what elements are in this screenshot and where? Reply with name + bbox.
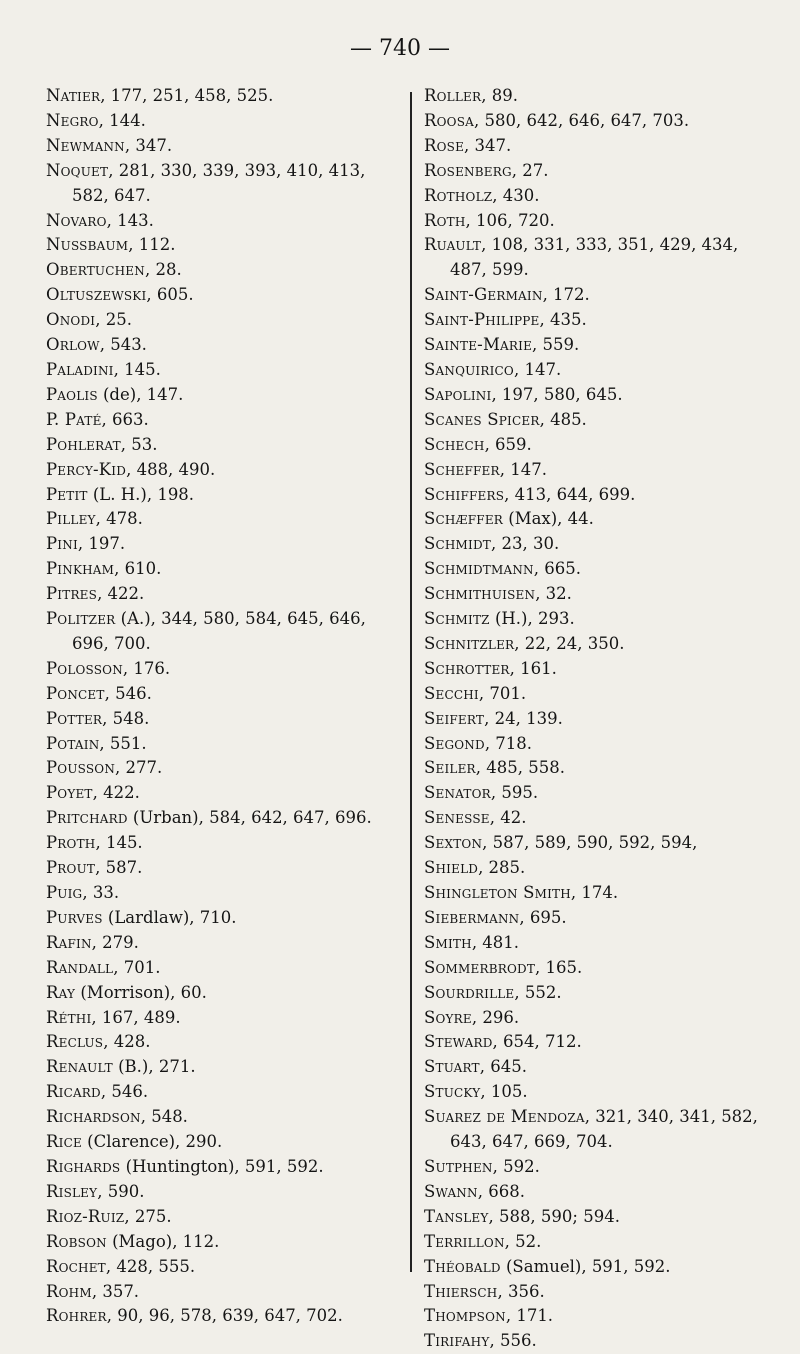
- entry-name: Rose: [424, 135, 465, 155]
- index-entry: [46, 84, 398, 109]
- index-entry: [46, 258, 398, 283]
- entry-name: Sanquirico: [424, 359, 514, 379]
- entry-name: Tansley: [424, 1206, 489, 1226]
- entry-page-refs: , 279.: [91, 932, 139, 952]
- entry-page-refs: , 176.: [122, 658, 171, 678]
- entry-name: Rice: [46, 1132, 82, 1152]
- entry-name: Potter: [46, 708, 103, 728]
- index-entry: [46, 931, 398, 956]
- index-entry: [46, 1155, 398, 1180]
- page-number: — 740 —: [350, 36, 450, 61]
- index-entry: [46, 1255, 398, 1280]
- entry-page-refs: (A.), 344, 580, 584, 645, 646, 696, 700.: [72, 609, 366, 653]
- index-entry: [424, 682, 774, 707]
- index-entry: [46, 1055, 398, 1080]
- index-entry: [424, 1280, 774, 1305]
- entry-page-refs: , 701.: [478, 683, 527, 703]
- index-entry: [46, 806, 398, 831]
- index-entry: [46, 956, 398, 981]
- entry-page-refs: , 281, 330, 339, 393, 410, 413, 582, 647.: [72, 160, 366, 205]
- entry-page-refs: , 551.: [99, 733, 147, 753]
- entry-name: Pousson: [46, 758, 116, 778]
- entry-page-refs: , 171.: [505, 1306, 554, 1326]
- index-entry: [424, 732, 774, 757]
- entry-name: Purves: [46, 907, 103, 927]
- entry-page-refs: (H.), 293.: [489, 609, 575, 629]
- entry-page-refs: , 28.: [144, 260, 182, 280]
- entry-page-refs: , 197, 580, 645.: [491, 384, 623, 404]
- entry-page-refs: , 347.: [124, 135, 173, 155]
- entry-page-refs: , 587.: [95, 858, 143, 878]
- index-entry: [46, 483, 398, 508]
- index-entry: [46, 283, 398, 308]
- entry-page-refs: , 90, 96, 578, 639, 647, 702.: [106, 1306, 343, 1326]
- index-entry: [46, 433, 398, 458]
- entry-name: Stucky: [424, 1082, 481, 1102]
- entry-name: Oltuszewski: [46, 285, 147, 305]
- entry-name: Roosa: [424, 110, 474, 130]
- index-entry: [424, 881, 774, 906]
- entry-name: Orlow: [46, 335, 100, 355]
- entry-name: Percy-Kid: [46, 459, 127, 479]
- entry-page-refs: , 347.: [464, 135, 512, 155]
- entry-name: Saint-Philippe: [424, 310, 540, 330]
- entry-name: Sainte-Marie: [424, 335, 533, 355]
- entry-page-refs: , 23, 30.: [491, 534, 560, 554]
- index-entry: [424, 582, 774, 607]
- entry-page-refs: , 552.: [514, 982, 562, 1002]
- index-entry: [424, 607, 774, 632]
- entry-page-refs: , 422.: [97, 584, 145, 604]
- entry-name: Suarez de Mendoza: [424, 1107, 585, 1127]
- index-entry: [46, 1205, 398, 1230]
- entry-name: Pilley: [46, 509, 96, 529]
- index-entry: [424, 1055, 774, 1080]
- entry-name: Newmann: [46, 135, 125, 155]
- entry-name: Richardson: [46, 1107, 141, 1127]
- entry-name: Schiffers: [424, 484, 505, 504]
- entry-name: Sapolini: [424, 384, 492, 404]
- entry-name: Ricard: [46, 1082, 101, 1102]
- entry-name: Roller: [424, 86, 482, 105]
- entry-page-refs: , 177, 251, 458, 525.: [100, 86, 274, 105]
- entry-name: P. Paté: [46, 409, 102, 429]
- entry-name: Segond: [424, 733, 485, 753]
- index-entry: [46, 159, 398, 209]
- entry-name: Schmitz: [424, 609, 490, 629]
- entry-page-refs: , 22, 24, 350.: [514, 633, 625, 653]
- index-entry: [46, 1080, 398, 1105]
- entry-page-refs: , 285.: [478, 858, 526, 878]
- index-entry: [424, 1105, 774, 1155]
- entry-name: Sommerbrodt: [424, 957, 536, 977]
- entry-page-refs: , 580, 642, 646, 647, 703.: [474, 110, 690, 130]
- entry-page-refs: (L. H.), 198.: [87, 484, 195, 504]
- index-entry: [46, 1006, 398, 1031]
- entry-page-refs: , 52.: [504, 1231, 542, 1251]
- index-entry: [46, 1130, 398, 1155]
- index-entry: [46, 109, 398, 134]
- entry-name: Poncet: [46, 683, 105, 703]
- entry-page-refs: , 413, 644, 699.: [504, 484, 636, 504]
- entry-page-refs: , 145.: [113, 359, 161, 379]
- entry-page-refs: , 587, 589, 590, 592, 594,: [482, 833, 698, 853]
- entry-page-refs: , 106, 720.: [465, 210, 555, 230]
- index-entry: [46, 134, 398, 159]
- entry-name: Politzer: [46, 609, 116, 629]
- index-entry: [46, 408, 398, 433]
- index-entry: [424, 532, 774, 557]
- entry-page-refs: , 546.: [104, 683, 152, 703]
- index-entry: [46, 831, 398, 856]
- index-entry: [424, 956, 774, 981]
- entry-name: Natier: [46, 86, 101, 105]
- entry-name: Rafin: [46, 932, 92, 952]
- entry-name: Senator: [424, 783, 491, 803]
- entry-name: Sutphen: [424, 1156, 493, 1176]
- index-entry: [424, 1006, 774, 1031]
- entry-name: Swann: [424, 1181, 478, 1201]
- index-entry: [424, 184, 774, 209]
- entry-name: Petit: [46, 484, 88, 504]
- entry-page-refs: , 356.: [497, 1281, 545, 1301]
- index-entry: [424, 1155, 774, 1180]
- entry-page-refs: , 663.: [101, 409, 149, 429]
- index-entry: [424, 283, 774, 308]
- index-entry: [46, 532, 398, 557]
- entry-page-refs: , 654, 712.: [492, 1032, 582, 1052]
- entry-name: Scanes Spicer: [424, 409, 540, 429]
- entry-page-refs: (Samuel), 591, 592.: [500, 1256, 671, 1276]
- entry-name: Schmidt: [424, 534, 492, 554]
- entry-name: Réthi: [46, 1007, 92, 1027]
- entry-page-refs: , 645.: [479, 1057, 527, 1077]
- index-entry: [424, 1180, 774, 1205]
- index-entry: [46, 1030, 398, 1055]
- entry-page-refs: , 172.: [542, 285, 590, 305]
- entry-page-refs: , 422.: [92, 783, 140, 803]
- entry-page-refs: , 144.: [98, 110, 146, 130]
- entry-page-refs: , 548.: [140, 1107, 188, 1127]
- index-entry: [46, 607, 398, 657]
- index-entry: [424, 1230, 774, 1255]
- entry-name: Pritchard: [46, 808, 128, 828]
- index-entry: [424, 408, 774, 433]
- entry-page-refs: , 357.: [91, 1281, 140, 1301]
- index-entry: [424, 358, 774, 383]
- index-entry: [46, 756, 398, 781]
- index-entry: [424, 856, 774, 881]
- index-entry: [424, 1080, 774, 1105]
- entry-page-refs: , 588, 590; 594.: [488, 1206, 620, 1226]
- entry-name: Renault: [46, 1057, 113, 1077]
- index-entry: [424, 458, 774, 483]
- index-entry: [424, 632, 774, 657]
- index-entry: [46, 233, 398, 258]
- entry-name: Théobald: [424, 1256, 501, 1276]
- entry-page-refs: , 590.: [97, 1181, 145, 1201]
- entry-page-refs: , 668.: [477, 1181, 525, 1201]
- entry-name: Paolis: [46, 384, 98, 404]
- index-entry: [46, 209, 398, 234]
- entry-name: Schech: [424, 434, 485, 454]
- entry-name: Sexton: [424, 833, 483, 853]
- entry-name: Novaro: [46, 210, 107, 230]
- index-entry: [424, 233, 774, 283]
- entry-page-refs: , 665.: [533, 559, 581, 579]
- entry-page-refs: , 485.: [539, 409, 587, 429]
- entry-name: Poyet: [46, 783, 93, 803]
- index-entry: [424, 134, 774, 159]
- entry-page-refs: , 145.: [95, 833, 143, 853]
- index-entry: [46, 732, 398, 757]
- index-entry: [424, 707, 774, 732]
- entry-name: Potain: [46, 733, 100, 753]
- entry-name: Reclus: [46, 1032, 104, 1052]
- entry-name: Secchi: [424, 683, 479, 703]
- index-entry: [424, 109, 774, 134]
- entry-page-refs: , 559.: [532, 335, 580, 355]
- index-entry: [424, 1304, 774, 1329]
- entry-page-refs: , 89.: [481, 86, 518, 105]
- entry-page-refs: , 112.: [128, 235, 176, 255]
- entry-name: Shingleton Smith: [424, 883, 571, 902]
- entry-page-refs: , 543.: [99, 335, 147, 355]
- index-entry: [46, 1304, 398, 1329]
- entry-name: Thompson: [424, 1306, 506, 1326]
- entry-name: Schnitzler: [424, 633, 515, 653]
- index-entry: [46, 1280, 398, 1305]
- entry-name: Risley: [46, 1181, 98, 1201]
- entry-page-refs: , 147.: [513, 359, 562, 379]
- entry-page-refs: , 430.: [492, 185, 540, 205]
- index-entry: [424, 507, 774, 532]
- entry-name: Pinkham: [46, 559, 115, 579]
- entry-name: Soyre: [424, 1007, 472, 1027]
- entry-name: Sourdrille: [424, 982, 515, 1002]
- entry-name: Tirifahy: [424, 1331, 490, 1351]
- entry-page-refs: , 605.: [146, 285, 194, 305]
- entry-page-refs: (Max), 44.: [503, 509, 594, 529]
- index-entry: [424, 1205, 774, 1230]
- index-entry: [46, 333, 398, 358]
- entry-name: Noquet: [46, 160, 109, 180]
- entry-page-refs: , 695.: [519, 907, 567, 927]
- entry-page-refs: , 428, 555.: [105, 1256, 196, 1276]
- index-entry: [424, 84, 774, 109]
- entry-name: Thiersch: [424, 1281, 498, 1301]
- entry-page-refs: , 275.: [124, 1206, 172, 1226]
- entry-page-refs: , 27.: [511, 160, 549, 180]
- entry-page-refs: , 143.: [106, 210, 154, 230]
- entry-page-refs: , 108, 331, 333, 351, 429, 434, 487, 599.: [450, 235, 739, 280]
- index-entry: [424, 557, 774, 582]
- index-entry: [46, 1105, 398, 1130]
- index-entry: [46, 881, 398, 906]
- index-entry: [46, 557, 398, 582]
- index-entry: [424, 1329, 774, 1354]
- index-entry: [46, 308, 398, 333]
- entry-name: Negro: [46, 110, 99, 130]
- entry-page-refs: , 548.: [102, 708, 150, 728]
- index-entry: [46, 981, 398, 1006]
- entry-page-refs: , 32.: [535, 584, 572, 604]
- entry-page-refs: , 435.: [539, 310, 587, 330]
- index-entry: [424, 931, 774, 956]
- entry-page-refs: , 167, 489.: [91, 1007, 181, 1027]
- entry-page-refs: , 42.: [489, 808, 527, 828]
- entry-name: Obertuchen: [46, 260, 145, 280]
- index-entry: [424, 308, 774, 333]
- index-entry: [46, 856, 398, 881]
- entry-page-refs: , 701.: [113, 957, 161, 977]
- entry-page-refs: , 610.: [114, 559, 162, 579]
- entry-name: Scheffer: [424, 459, 500, 479]
- entry-name: Shield: [424, 858, 479, 878]
- entry-page-refs: , 556.: [489, 1331, 537, 1351]
- entry-name: Robson: [46, 1231, 107, 1251]
- index-entry: [424, 657, 774, 682]
- index-entry: [424, 433, 774, 458]
- index-entry: [424, 806, 774, 831]
- entry-page-refs: (Clarence), 290.: [81, 1132, 223, 1152]
- entry-name: Rotholz: [424, 185, 493, 205]
- entry-name: Siebermann: [424, 907, 520, 927]
- entry-name: Schmidtmann: [424, 559, 534, 579]
- index-entry: [424, 383, 774, 408]
- entry-name: Senesse: [424, 808, 490, 828]
- index-entry: [424, 1030, 774, 1055]
- entry-name: Pitres: [46, 584, 98, 604]
- index-entry: [46, 906, 398, 931]
- entry-name: Ray: [46, 982, 76, 1002]
- entry-name: Rohrer: [46, 1306, 107, 1326]
- entry-name: Puig: [46, 883, 83, 902]
- entry-page-refs: , 592.: [492, 1156, 540, 1176]
- entry-page-refs: (Huntington), 591, 592.: [120, 1156, 324, 1176]
- entry-page-refs: , 659.: [484, 434, 532, 454]
- entry-page-refs: , 428.: [103, 1032, 151, 1052]
- entry-page-refs: (Morrison), 60.: [75, 982, 207, 1002]
- entry-page-refs: , 105.: [480, 1082, 528, 1102]
- entry-page-refs: , 33.: [82, 883, 120, 902]
- entry-name: Randall: [46, 957, 114, 977]
- entry-name: Proth: [46, 833, 96, 853]
- entry-page-refs: (de), 147.: [97, 384, 184, 404]
- entry-page-refs: , 321, 340, 341, 582, 643, 647, 669, 704.: [450, 1107, 758, 1152]
- index-entry: [424, 756, 774, 781]
- entry-page-refs: , 24, 139.: [484, 708, 563, 728]
- index-column-right: [424, 84, 774, 1354]
- entry-page-refs: , 296.: [471, 1007, 520, 1027]
- entry-page-refs: , 174.: [570, 883, 619, 902]
- entry-name: Seifert: [424, 708, 485, 728]
- index-entry: [424, 159, 774, 184]
- entry-name: Prout: [46, 858, 96, 878]
- entry-name: Saint-Germain: [424, 285, 543, 305]
- index-entry: [46, 582, 398, 607]
- entry-name: Roth: [424, 210, 466, 230]
- index-entry: [424, 831, 774, 856]
- index-entry: [46, 1230, 398, 1255]
- index-entry: [46, 707, 398, 732]
- entry-name: Schmithuisen: [424, 584, 536, 604]
- index-entry: [424, 483, 774, 508]
- entry-page-refs: (Urban), 584, 642, 647, 696.: [127, 808, 372, 828]
- entry-name: Seiler: [424, 758, 476, 778]
- entry-name: Polosson: [46, 658, 123, 678]
- entry-name: Rioz-Ruiz: [46, 1206, 125, 1226]
- entry-name: Pohlerat: [46, 434, 121, 454]
- entry-name: Pini: [46, 534, 78, 554]
- entry-page-refs: , 595.: [490, 783, 539, 803]
- index-entry: [424, 209, 774, 234]
- index-entry: [424, 981, 774, 1006]
- entry-name: Rochet: [46, 1256, 106, 1276]
- entry-page-refs: , 485, 558.: [475, 758, 565, 778]
- entry-name: Ruault: [424, 235, 482, 255]
- entry-page-refs: , 25.: [95, 310, 132, 330]
- index-entry: [424, 1255, 774, 1280]
- entry-page-refs: (B.), 271.: [112, 1057, 196, 1077]
- index-entry: [46, 657, 398, 682]
- entry-name: Stuart: [424, 1057, 480, 1077]
- index-entry: [46, 781, 398, 806]
- entry-name: Rosenberg: [424, 160, 512, 180]
- index-entry: [46, 458, 398, 483]
- entry-page-refs: (Mago), 112.: [106, 1231, 220, 1251]
- entry-page-refs: , 718.: [484, 733, 533, 753]
- index-entry: [424, 333, 774, 358]
- entry-page-refs: , 161.: [509, 658, 557, 678]
- entry-name: Smith: [424, 932, 472, 952]
- entry-name: Schæffer: [424, 509, 504, 529]
- entry-page-refs: , 53.: [120, 434, 158, 454]
- entry-page-refs: , 147.: [499, 459, 547, 479]
- entry-name: Onodi: [46, 310, 96, 330]
- entry-page-refs: , 546.: [100, 1082, 149, 1102]
- entry-name: Righards: [46, 1156, 121, 1176]
- index-entry: [46, 682, 398, 707]
- entry-page-refs: , 277.: [115, 758, 163, 778]
- index-entry: [46, 383, 398, 408]
- index-entry: [46, 358, 398, 383]
- entry-name: Paladini: [46, 359, 114, 379]
- entry-name: Steward: [424, 1032, 493, 1052]
- index-entry: [46, 1180, 398, 1205]
- entry-name: Nussbaum: [46, 235, 129, 255]
- entry-page-refs: , 165.: [535, 957, 583, 977]
- column-divider: [410, 92, 412, 1272]
- entry-page-refs: (Lardlaw), 710.: [102, 907, 237, 927]
- index-column-left: [46, 84, 398, 1329]
- index-entry: [46, 507, 398, 532]
- entry-page-refs: , 488, 490.: [126, 459, 216, 479]
- index-entry: [424, 781, 774, 806]
- entry-name: Schrotter: [424, 658, 510, 678]
- entry-name: Terrillon: [424, 1231, 505, 1251]
- entry-page-refs: , 197.: [77, 534, 126, 554]
- entry-name: Rohm: [46, 1281, 92, 1301]
- index-entry: [424, 906, 774, 931]
- entry-page-refs: , 481.: [471, 932, 520, 952]
- entry-page-refs: , 478.: [95, 509, 143, 529]
